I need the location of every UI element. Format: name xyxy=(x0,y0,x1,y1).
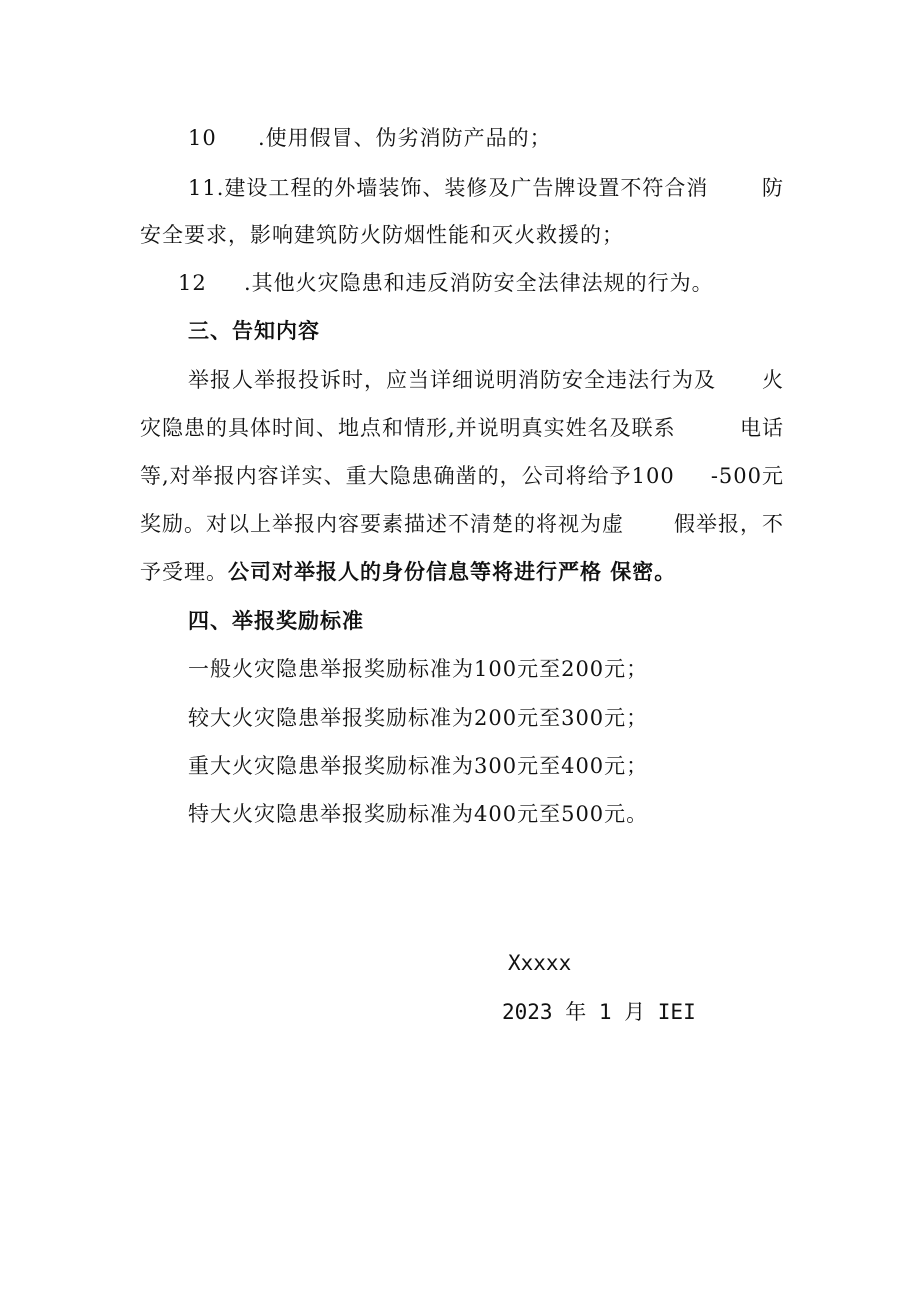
section-3-line-2 xyxy=(140,413,784,443)
section-3-line-5b-bold: 公司对举报人的身份信息等将进行严格 保密。 xyxy=(228,560,677,584)
section-3-line-2a: 灾隐患的具体时间、地点和情形,并说明真实姓名及联系 xyxy=(140,416,676,440)
item-11-text-a: .建设工程的外墙装饰、装修及广告牌设置不符合消 xyxy=(216,176,709,200)
section-3-line-5a: 予受理。 xyxy=(140,560,228,584)
section-3-line-3a: 等,对举报内容详实、重大隐患确凿的，公司将给予100 xyxy=(140,464,675,488)
item-10 xyxy=(188,123,552,153)
section-3-line-5 xyxy=(140,557,676,587)
item-12-text: .其他火灾隐患和违反消防安全法律法规的行为。 xyxy=(244,271,714,295)
section-3-line-4b: 假举报，不 xyxy=(674,512,784,536)
section-3-line-4 xyxy=(140,509,784,539)
section-3-line-2b: 电话 xyxy=(740,416,784,440)
section-3-heading: 三、告知内容 xyxy=(188,319,320,343)
section-4-heading: 四、举报奖励标准 xyxy=(188,609,364,633)
item-11-line-2: 安全要求，影响建筑防火防烟性能和灭火救援的； xyxy=(140,223,624,247)
item-11-text-b: 防 xyxy=(762,176,784,200)
item-11-number: 11 xyxy=(188,176,217,200)
section-3-line-1a: 举报人举报投诉时，应当详细说明消防安全违法行为及 xyxy=(188,368,716,392)
section-3-line-3 xyxy=(140,461,784,491)
reward-item-general: 一般火灾隐患举报奖励标准为100元至200元； xyxy=(188,657,649,681)
reward-item-major: 重大火灾隐患举报奖励标准为300元至400元； xyxy=(188,754,649,778)
item-11-line-1 xyxy=(140,173,784,203)
item-12-number: 12 xyxy=(178,271,207,295)
item-12 xyxy=(178,268,714,298)
item-10-text: .使用假冒、伪劣消防产品的； xyxy=(258,126,552,150)
reward-item-large: 较大火灾隐患举报奖励标准为200元至300元； xyxy=(188,706,649,730)
section-3-line-1b: 火 xyxy=(762,368,784,392)
section-3-line-3b: -500元 xyxy=(710,464,784,488)
section-3-line-1 xyxy=(140,365,784,395)
item-10-number: 10 xyxy=(188,126,217,150)
section-3-line-4a: 奖励。对以上举报内容要素描述不清楚的将视为虚 xyxy=(140,512,624,536)
signature-org: Xxxxx xyxy=(508,951,572,975)
signature-date: 2023 年 1 月 IEI xyxy=(502,1000,696,1024)
reward-item-extra-large: 特大火灾隐患举报奖励标准为400元至500元。 xyxy=(188,802,649,826)
